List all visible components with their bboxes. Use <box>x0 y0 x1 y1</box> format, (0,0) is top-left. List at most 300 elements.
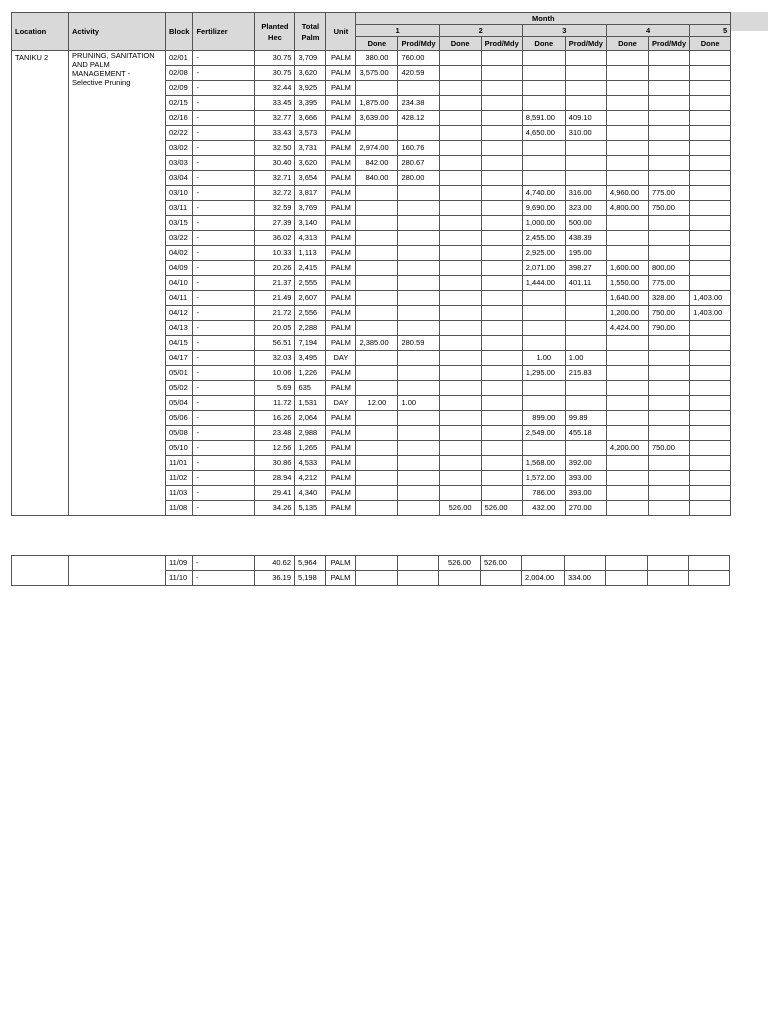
total-palm-cell: 2,555 <box>295 276 326 291</box>
done-cell: 4,800.00 <box>606 201 648 216</box>
done-cell: 2,004.00 <box>522 571 565 586</box>
done-cell <box>690 141 731 156</box>
prod-mdy-cell: 401.11 <box>565 276 606 291</box>
prod-mdy-cell <box>398 556 439 571</box>
total-palm-cell: 4,533 <box>295 456 326 471</box>
unit-cell: PALM <box>326 336 356 351</box>
activity-cell: PRUNING, SANITATION AND PALM MANAGEMENT - Selective Pruning <box>69 51 166 516</box>
prod-mdy-cell <box>398 381 439 396</box>
prod-mdy-cell <box>481 426 522 441</box>
prod-mdy-cell: 750.00 <box>648 306 689 321</box>
done-cell <box>439 261 481 276</box>
month-4: 4 <box>606 25 689 37</box>
prod-mdy-cell <box>481 141 522 156</box>
fertilizer-cell: - <box>193 141 255 156</box>
done-cell <box>356 471 398 486</box>
done-cell: 9,690.00 <box>522 201 565 216</box>
prod-mdy-cell <box>481 306 522 321</box>
total-palm-cell: 3,620 <box>295 66 326 81</box>
planted-hec-cell: 56.51 <box>255 336 295 351</box>
done-cell <box>522 66 565 81</box>
total-palm-cell: 5,964 <box>295 556 326 571</box>
total-palm-cell: 4,313 <box>295 231 326 246</box>
done-cell <box>439 381 481 396</box>
prod-mdy-cell: 790.00 <box>648 321 689 336</box>
block-cell: 04/15 <box>166 336 193 351</box>
done-cell <box>439 171 481 186</box>
prod-mdy-cell <box>565 141 606 156</box>
done-cell <box>439 366 481 381</box>
done-cell: 4,650.00 <box>522 126 565 141</box>
prod-mdy-cell: 310.00 <box>565 126 606 141</box>
prod-mdy-cell <box>481 51 522 66</box>
done-cell: 4,424.00 <box>606 321 648 336</box>
unit-cell: PALM <box>326 471 356 486</box>
done-cell <box>606 486 648 501</box>
prod-mdy-cell <box>481 216 522 231</box>
prod-mdy-cell <box>398 276 439 291</box>
prod-mdy-cell <box>648 231 689 246</box>
prod-mdy-cell <box>565 396 606 411</box>
planted-hec-cell: 32.03 <box>255 351 295 366</box>
done-cell <box>439 96 481 111</box>
block-cell: 04/02 <box>166 246 193 261</box>
done-cell <box>439 156 481 171</box>
total-palm-cell: 2,988 <box>295 426 326 441</box>
done-cell <box>439 201 481 216</box>
prod-mdy-cell <box>481 81 522 96</box>
location-cell: TANIKU 2 <box>12 51 69 516</box>
fertilizer-cell: - <box>193 261 255 276</box>
planted-hec-cell: 11.72 <box>255 396 295 411</box>
prod-mdy-cell <box>565 156 606 171</box>
col-total-palm: Total Palm <box>295 13 326 51</box>
fertilizer-cell: - <box>193 351 255 366</box>
prod-mdy-cell: 750.00 <box>648 201 689 216</box>
block-cell: 03/10 <box>166 186 193 201</box>
done-cell: 1,295.00 <box>522 366 565 381</box>
prod-mdy-cell: 316.00 <box>565 186 606 201</box>
unit-cell: PALM <box>326 276 356 291</box>
prod-mdy-cell: 392.00 <box>565 456 606 471</box>
prod-mdy-cell <box>398 486 439 501</box>
prod-mdy-cell: 775.00 <box>648 276 689 291</box>
done-cell <box>689 556 730 571</box>
block-cell: 05/06 <box>166 411 193 426</box>
block-cell: 03/03 <box>166 156 193 171</box>
block-cell: 02/15 <box>166 96 193 111</box>
done-cell <box>690 201 731 216</box>
planted-hec-cell: 32.44 <box>255 81 295 96</box>
block-cell: 11/01 <box>166 456 193 471</box>
total-palm-cell: 1,265 <box>295 441 326 456</box>
prod-mdy-cell: 195.00 <box>565 246 606 261</box>
total-palm-cell: 3,140 <box>295 216 326 231</box>
prod-mdy-cell <box>481 261 522 276</box>
done-cell <box>606 246 648 261</box>
done-cell <box>439 291 481 306</box>
prod-mdy-cell <box>481 351 522 366</box>
fertilizer-cell: - <box>193 156 255 171</box>
fertilizer-cell: - <box>193 201 255 216</box>
fertilizer-cell: - <box>193 571 255 586</box>
done-cell <box>439 216 481 231</box>
unit-cell: PALM <box>326 556 356 571</box>
prod-mdy-cell <box>398 366 439 381</box>
planted-hec-cell: 36.02 <box>255 231 295 246</box>
planted-hec-cell: 10.33 <box>255 246 295 261</box>
prod-mdy-cell: 438.39 <box>565 231 606 246</box>
done-cell <box>356 186 398 201</box>
prod-mdy-cell <box>398 291 439 306</box>
done-cell <box>356 441 398 456</box>
fertilizer-cell: - <box>193 306 255 321</box>
prod-mdy-cell: 775.00 <box>648 186 689 201</box>
done-cell <box>522 306 565 321</box>
prod-mdy-cell <box>481 571 522 586</box>
block-cell: 02/16 <box>166 111 193 126</box>
done-cell <box>690 66 731 81</box>
unit-cell: PALM <box>326 156 356 171</box>
done-cell <box>690 366 731 381</box>
done-cell: 786.00 <box>522 486 565 501</box>
planted-hec-cell: 20.05 <box>255 321 295 336</box>
prod-mdy-cell <box>648 381 689 396</box>
done-cell <box>606 216 648 231</box>
done-cell <box>690 336 731 351</box>
prod-mdy-cell: 526.00 <box>481 556 522 571</box>
done-cell <box>439 396 481 411</box>
block-cell: 11/10 <box>166 571 193 586</box>
prod-mdy-cell <box>648 126 689 141</box>
done-cell <box>606 111 648 126</box>
done-cell <box>606 426 648 441</box>
prod-mdy-cell: 160.76 <box>398 141 439 156</box>
prod-mdy-cell: 1.00 <box>398 396 439 411</box>
planted-hec-cell: 32.59 <box>255 201 295 216</box>
prod-mdy-cell: 760.00 <box>398 51 439 66</box>
sub-done: Done <box>439 37 481 51</box>
done-cell <box>522 381 565 396</box>
unit-cell: PALM <box>326 411 356 426</box>
done-cell: 1.00 <box>522 351 565 366</box>
prod-mdy-cell <box>481 156 522 171</box>
planted-hec-cell: 30.75 <box>255 66 295 81</box>
total-palm-cell: 5,135 <box>295 501 326 516</box>
total-palm-cell: 2,556 <box>295 306 326 321</box>
done-cell <box>690 456 731 471</box>
prod-mdy-cell <box>398 246 439 261</box>
prod-mdy-cell <box>565 556 606 571</box>
prod-mdy-cell <box>398 456 439 471</box>
done-cell: 3,639.00 <box>356 111 398 126</box>
done-cell: 12.00 <box>356 396 398 411</box>
total-palm-cell: 2,288 <box>295 321 326 336</box>
done-cell <box>690 381 731 396</box>
prod-mdy-cell <box>481 276 522 291</box>
prod-mdy-cell <box>398 231 439 246</box>
done-cell <box>606 156 648 171</box>
pruning-table <box>11 12 731 516</box>
block-cell: 03/22 <box>166 231 193 246</box>
done-cell: 1,568.00 <box>522 456 565 471</box>
prod-mdy-cell <box>648 426 689 441</box>
done-cell <box>356 291 398 306</box>
total-palm-cell: 1,531 <box>295 396 326 411</box>
done-cell <box>439 246 481 261</box>
done-cell <box>606 126 648 141</box>
prod-mdy-cell: 280.59 <box>398 336 439 351</box>
done-cell <box>606 81 648 96</box>
total-palm-cell: 2,607 <box>295 291 326 306</box>
sub-done: Done <box>606 37 648 51</box>
done-cell: 2,549.00 <box>522 426 565 441</box>
planted-hec-cell: 34.26 <box>255 501 295 516</box>
month-2: 2 <box>439 25 522 37</box>
month-5: 5 <box>690 25 731 37</box>
fertilizer-cell: - <box>193 426 255 441</box>
done-cell <box>690 156 731 171</box>
planted-hec-cell: 16.26 <box>255 411 295 426</box>
done-cell <box>690 81 731 96</box>
prod-mdy-cell <box>648 556 689 571</box>
done-cell: 1,200.00 <box>606 306 648 321</box>
done-cell <box>690 261 731 276</box>
prod-mdy-cell: 398.27 <box>565 261 606 276</box>
fertilizer-cell: - <box>193 441 255 456</box>
fertilizer-cell: - <box>193 456 255 471</box>
month-1: 1 <box>356 25 439 37</box>
done-cell <box>356 246 398 261</box>
prod-mdy-cell: 428.12 <box>398 111 439 126</box>
done-cell <box>439 426 481 441</box>
planted-hec-cell: 28.94 <box>255 471 295 486</box>
prod-mdy-cell: 1.00 <box>565 351 606 366</box>
fertilizer-cell: - <box>193 96 255 111</box>
fertilizer-cell: - <box>193 66 255 81</box>
block-cell: 03/02 <box>166 141 193 156</box>
fertilizer-cell: - <box>193 411 255 426</box>
done-cell <box>356 306 398 321</box>
fertilizer-cell: - <box>193 381 255 396</box>
fertilizer-cell: - <box>193 126 255 141</box>
planted-hec-cell: 36.19 <box>255 571 295 586</box>
block-cell: 04/13 <box>166 321 193 336</box>
done-cell <box>606 336 648 351</box>
done-cell <box>356 366 398 381</box>
unit-cell: PALM <box>326 261 356 276</box>
activity-cell <box>69 556 166 586</box>
done-cell <box>606 411 648 426</box>
planted-hec-cell: 40.62 <box>255 556 295 571</box>
block-cell: 03/15 <box>166 216 193 231</box>
prod-mdy-cell <box>648 501 689 516</box>
planted-hec-cell: 32.77 <box>255 111 295 126</box>
total-palm-cell: 635 <box>295 381 326 396</box>
block-cell: 02/09 <box>166 81 193 96</box>
prod-mdy-cell <box>481 471 522 486</box>
total-palm-cell: 3,666 <box>295 111 326 126</box>
done-cell <box>356 201 398 216</box>
prod-mdy-cell: 328.00 <box>648 291 689 306</box>
total-palm-cell: 3,769 <box>295 201 326 216</box>
done-cell <box>356 81 398 96</box>
prod-mdy-cell <box>398 81 439 96</box>
done-cell <box>439 336 481 351</box>
col-month: Month <box>356 13 731 25</box>
done-cell: 4,740.00 <box>522 186 565 201</box>
fertilizer-cell: - <box>193 171 255 186</box>
done-cell <box>439 111 481 126</box>
planted-hec-cell: 32.50 <box>255 141 295 156</box>
prod-mdy-cell <box>648 216 689 231</box>
done-cell: 1,444.00 <box>522 276 565 291</box>
prod-mdy-cell <box>648 66 689 81</box>
fertilizer-cell: - <box>193 276 255 291</box>
done-cell <box>522 96 565 111</box>
block-cell: 04/09 <box>166 261 193 276</box>
prod-mdy-cell <box>648 81 689 96</box>
total-palm-cell: 3,654 <box>295 171 326 186</box>
prod-mdy-cell <box>398 321 439 336</box>
planted-hec-cell: 21.72 <box>255 306 295 321</box>
done-cell <box>606 381 648 396</box>
prod-mdy-cell: 215.83 <box>565 366 606 381</box>
fertilizer-cell: - <box>193 216 255 231</box>
done-cell: 526.00 <box>439 556 481 571</box>
done-cell <box>439 141 481 156</box>
prod-mdy-cell <box>565 66 606 81</box>
prod-mdy-cell <box>648 51 689 66</box>
done-cell: 1,403.00 <box>690 291 731 306</box>
unit-cell: PALM <box>326 66 356 81</box>
done-cell <box>522 556 565 571</box>
done-cell: 1,550.00 <box>606 276 648 291</box>
block-cell: 02/22 <box>166 126 193 141</box>
table-row <box>12 51 731 66</box>
block-cell: 04/17 <box>166 351 193 366</box>
done-cell <box>606 366 648 381</box>
prod-mdy-cell <box>481 441 522 456</box>
sub-prod-mdy: Prod/Mdy <box>565 37 606 51</box>
prod-mdy-cell: 409.10 <box>565 111 606 126</box>
unit-cell: PALM <box>326 441 356 456</box>
unit-cell: PALM <box>326 171 356 186</box>
block-cell: 02/01 <box>166 51 193 66</box>
prod-mdy-cell <box>565 321 606 336</box>
header-overflow <box>729 12 768 31</box>
done-cell <box>606 456 648 471</box>
total-palm-cell: 3,395 <box>295 96 326 111</box>
prod-mdy-cell <box>481 381 522 396</box>
done-cell <box>606 231 648 246</box>
total-palm-cell: 3,731 <box>295 141 326 156</box>
done-cell <box>356 321 398 336</box>
prod-mdy-cell <box>648 351 689 366</box>
done-cell <box>690 96 731 111</box>
done-cell <box>356 276 398 291</box>
planted-hec-cell: 5.69 <box>255 381 295 396</box>
prod-mdy-cell <box>481 246 522 261</box>
planted-hec-cell: 30.40 <box>255 156 295 171</box>
done-cell <box>356 501 398 516</box>
done-cell <box>690 111 731 126</box>
unit-cell: PALM <box>326 366 356 381</box>
prod-mdy-cell <box>648 246 689 261</box>
done-cell <box>356 411 398 426</box>
done-cell: 380.00 <box>356 51 398 66</box>
block-cell: 03/11 <box>166 201 193 216</box>
done-cell <box>439 81 481 96</box>
done-cell <box>356 456 398 471</box>
done-cell <box>690 396 731 411</box>
fertilizer-cell: - <box>193 291 255 306</box>
planted-hec-cell: 30.75 <box>255 51 295 66</box>
done-cell <box>439 186 481 201</box>
done-cell <box>690 246 731 261</box>
prod-mdy-cell <box>565 441 606 456</box>
planted-hec-cell: 32.71 <box>255 171 295 186</box>
fertilizer-cell: - <box>193 501 255 516</box>
done-cell <box>690 186 731 201</box>
prod-mdy-cell <box>481 321 522 336</box>
prod-mdy-cell <box>648 96 689 111</box>
prod-mdy-cell <box>398 571 439 586</box>
done-cell <box>356 216 398 231</box>
done-cell <box>522 396 565 411</box>
done-cell <box>439 411 481 426</box>
prod-mdy-cell: 800.00 <box>648 261 689 276</box>
done-cell: 1,572.00 <box>522 471 565 486</box>
done-cell <box>356 486 398 501</box>
prod-mdy-cell <box>481 336 522 351</box>
prod-mdy-cell <box>565 291 606 306</box>
block-cell: 05/04 <box>166 396 193 411</box>
done-cell: 1,640.00 <box>606 291 648 306</box>
prod-mdy-cell <box>481 126 522 141</box>
done-cell: 840.00 <box>356 171 398 186</box>
done-cell <box>522 171 565 186</box>
done-cell: 2,925.00 <box>522 246 565 261</box>
done-cell <box>690 216 731 231</box>
prod-mdy-cell <box>565 381 606 396</box>
block-cell: 04/12 <box>166 306 193 321</box>
prod-mdy-cell <box>481 201 522 216</box>
fertilizer-cell: - <box>193 81 255 96</box>
block-cell: 05/08 <box>166 426 193 441</box>
total-palm-cell: 2,064 <box>295 411 326 426</box>
prod-mdy-cell: 420.59 <box>398 66 439 81</box>
total-palm-cell: 1,113 <box>295 246 326 261</box>
prod-mdy-cell: 99.89 <box>565 411 606 426</box>
sub-done: Done <box>690 37 731 51</box>
done-cell <box>356 556 398 571</box>
planted-hec-cell: 30.86 <box>255 456 295 471</box>
prod-mdy-cell <box>648 456 689 471</box>
done-cell <box>439 66 481 81</box>
total-palm-cell: 7,194 <box>295 336 326 351</box>
done-cell <box>690 471 731 486</box>
done-cell <box>439 471 481 486</box>
unit-cell: PALM <box>326 571 356 586</box>
block-cell: 05/01 <box>166 366 193 381</box>
block-cell: 04/10 <box>166 276 193 291</box>
done-cell <box>606 351 648 366</box>
prod-mdy-cell <box>648 111 689 126</box>
prod-mdy-cell <box>481 96 522 111</box>
done-cell <box>522 81 565 96</box>
prod-mdy-cell <box>398 201 439 216</box>
